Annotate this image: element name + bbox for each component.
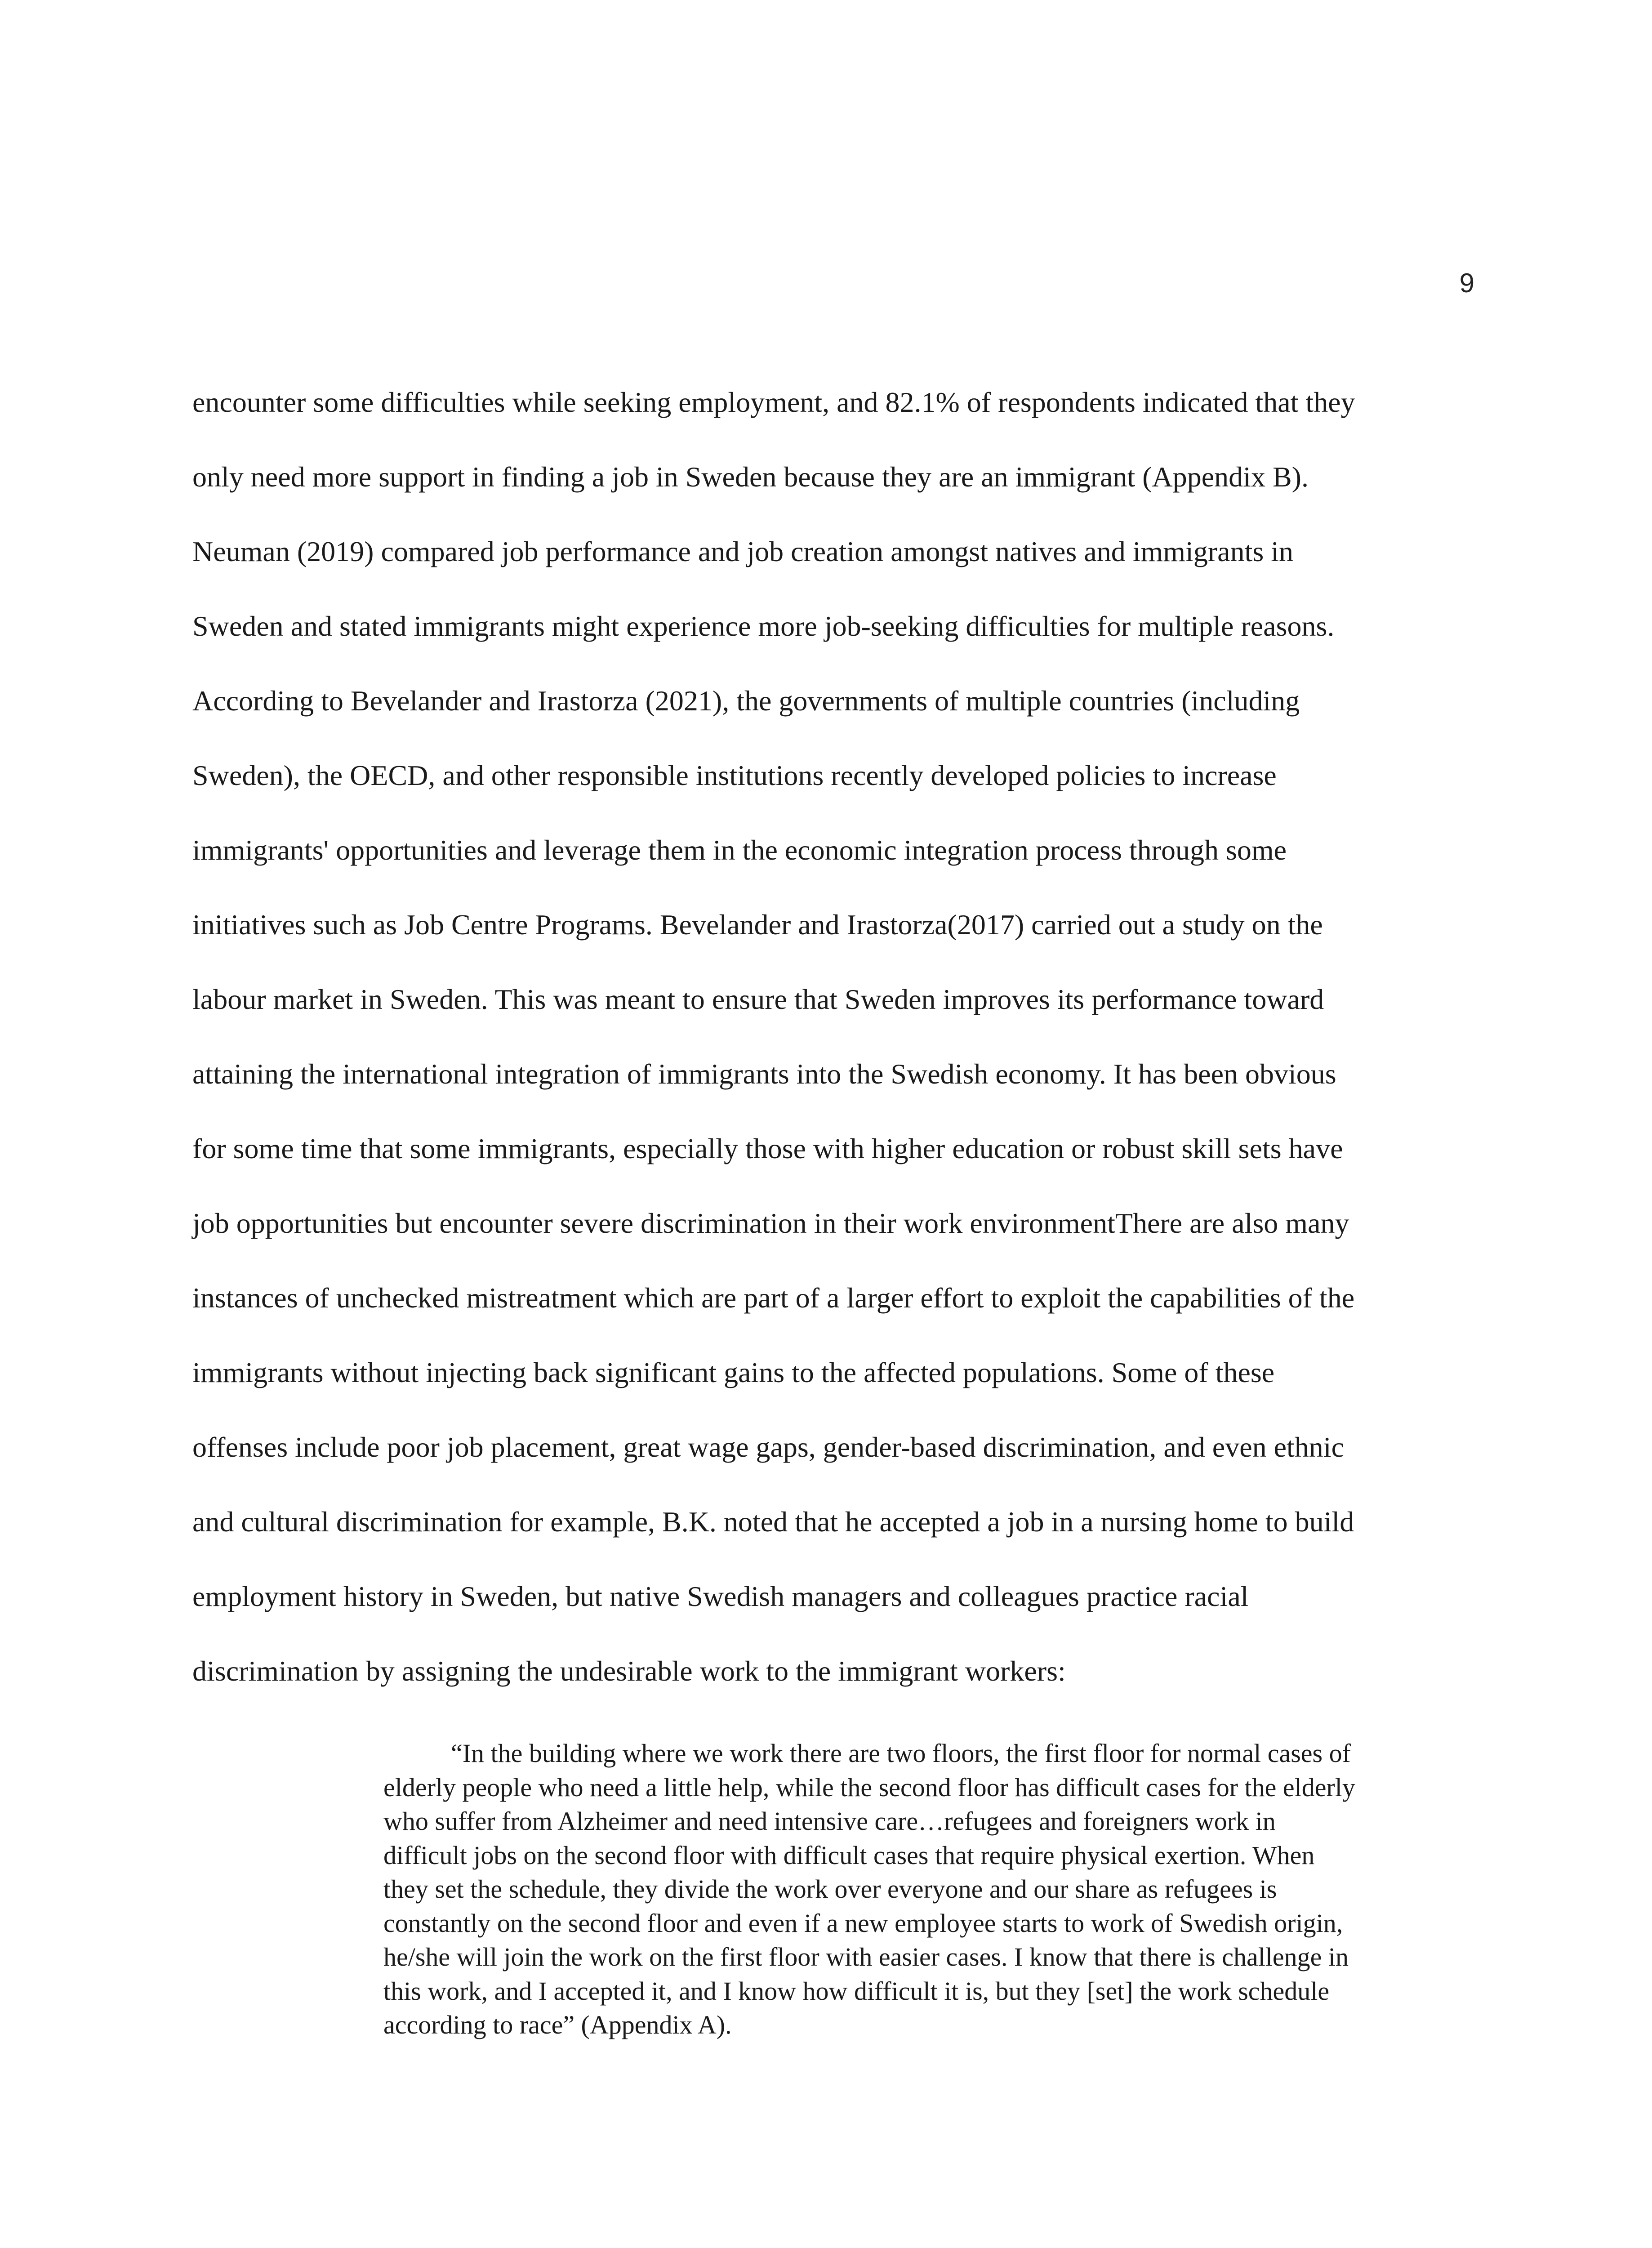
- body-line: for some time that some immigrants, especially those with higher education or robust skill sets have: [192, 1133, 1343, 1164]
- body-line: attaining the international integration of immigrants into the Swedish economy. It has been obvious: [192, 1058, 1336, 1090]
- body-line: According to Bevelander and Irastorza (2021), the governments of multiple countries (including: [192, 685, 1300, 717]
- body-line: initiatives such as Job Centre Programs. Bevelander and Irastorza(2017) carried out a study on the: [192, 909, 1323, 941]
- quote-line: difficult jobs on the second floor with difficult cases that require physical exertion. When: [383, 1840, 1315, 1870]
- body-line: discrimination by assigning the undesirable work to the immigrant workers:: [192, 1655, 1066, 1687]
- body-line: job opportunities but encounter severe discrimination in their work environmentThere are also many: [192, 1207, 1349, 1239]
- body-line: Sweden and stated immigrants might experience more job-seeking difficulties for multiple reasons.: [192, 610, 1335, 642]
- body-line: labour market in Sweden. This was meant to ensure that Sweden improves its performance toward: [192, 983, 1324, 1015]
- quote-line: according to race” (Appendix A).: [383, 2010, 732, 2039]
- body-line: immigrants' opportunities and leverage them in the economic integration process through some: [192, 834, 1287, 866]
- quote-line: he/she will join the work on the first floor with easier cases. I know that there is challenge in: [383, 1942, 1349, 1971]
- quote-line: “In the building where we work there are two floors, the first floor for normal cases of: [451, 1739, 1351, 1768]
- body-paragraph: [192, 365, 1483, 1708]
- quote-line: they set the schedule, they divide the work over everyone and our share as refugees is: [383, 1874, 1277, 1904]
- body-line: offenses include poor job placement, great wage gaps, gender-based discrimination, and even ethnic: [192, 1431, 1344, 1463]
- body-line: Sweden), the OECD, and other responsible institutions recently developed policies to increase: [192, 759, 1277, 791]
- block-quote: [383, 1736, 1480, 2042]
- body-line: Neuman (2019) compared job performance and job creation amongst natives and immigrants in: [192, 535, 1294, 567]
- body-line: employment history in Sweden, but native Swedish managers and colleagues practice racial: [192, 1580, 1249, 1612]
- quote-line: elderly people who need a little help, while the second floor has difficult cases for the elderly: [383, 1772, 1355, 1802]
- quote-line: who suffer from Alzheimer and need intensive care…refugees and foreigners work in: [383, 1806, 1276, 1836]
- body-line: and cultural discrimination for example, B.K. noted that he accepted a job in a nursing home to build: [192, 1506, 1354, 1538]
- body-line: encounter some difficulties while seeking employment, and 82.1% of respondents indicated that they: [192, 386, 1355, 418]
- body-line: only need more support in finding a job in Sweden because they are an immigrant (Appendix B).: [192, 461, 1309, 493]
- quote-line: this work, and I accepted it, and I know how difficult it is, but they [set] the work schedule: [383, 1976, 1330, 2006]
- quote-line: constantly on the second floor and even if a new employee starts to work of Swedish origin,: [383, 1908, 1343, 1938]
- body-line: instances of unchecked mistreatment which are part of a larger effort to exploit the capabilities of the: [192, 1282, 1355, 1314]
- page-number: 9: [1459, 268, 1474, 298]
- body-line: immigrants without injecting back significant gains to the affected populations. Some of these: [192, 1356, 1275, 1388]
